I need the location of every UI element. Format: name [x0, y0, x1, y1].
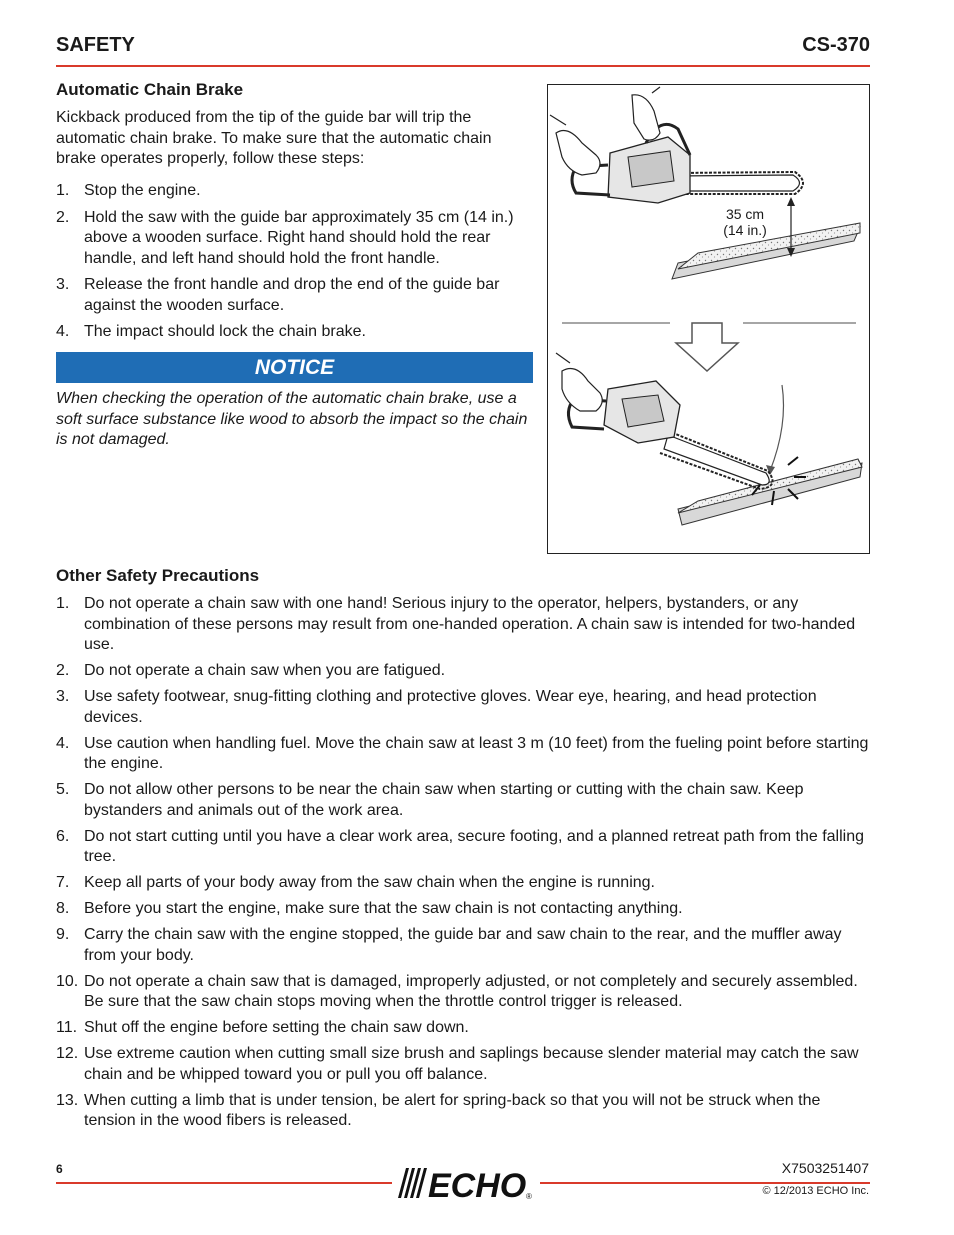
precaution-item: 4. Use caution when handling fuel. Move the chain saw at least 3 m (10 feet) from the fueling point before starting the engine.: [56, 734, 869, 772]
step-number: 3.: [56, 276, 70, 293]
notice-banner: NOTICE: [56, 352, 533, 383]
precautions-heading: Other Safety Precautions: [56, 566, 260, 585]
precaution-item: 10. Do not operate a chain saw that is damaged, improperly adjusted, or not completely and securely assembled. Be sure that the saw chain stops moving when the throttle control trigger is released.: [56, 972, 858, 1010]
precaution-item: 8. Before you start the engine, make sure that the saw chain is not contacting anything.: [56, 900, 683, 917]
footer-divider-left: [56, 1182, 392, 1184]
step-number: 4.: [56, 323, 70, 340]
step-text: Stop the engine.: [84, 182, 201, 199]
copyright: © 12/2013 ECHO Inc.: [762, 1185, 869, 1197]
notice-text: When checking the operation of the automatic chain brake, use a soft surface substance like wood to absorb the impact so the chain is not damaged.: [56, 390, 528, 448]
page-number: 6: [56, 1162, 63, 1176]
brake-step: [56, 322, 534, 343]
part-number: X7503251407: [781, 1160, 869, 1176]
precaution-item: 5. Do not allow other persons to be near the chain saw when starting or cutting with the chain saw. Keep bystanders and animals out of the work area.: [56, 781, 804, 819]
svg-text:ECHO: ECHO: [428, 1167, 527, 1200]
step-number: 1.: [56, 182, 70, 199]
precaution-item: 2. Do not operate a chain saw when you are fatigued.: [56, 662, 446, 679]
footer-divider-right: [540, 1182, 870, 1184]
precaution-item: 1. Do not operate a chain saw with one hand! Serious injury to the operator, helpers, bystanders, or any combination of these persons may result from one-handed operation. A chain saw is intended for two-handed use.: [56, 595, 856, 653]
step-number: 2.: [56, 208, 70, 226]
step-text: The impact should lock the chain brake.: [84, 323, 366, 340]
down-arrow-icon: [676, 323, 738, 371]
precaution-item: 3. Use safety footwear, snug-fitting clothing and protective gloves. Wear eye, hearing, and head protection devices.: [56, 688, 817, 726]
chainsaw-illustration: [548, 85, 869, 553]
header-divider: [56, 65, 870, 67]
height-dimension-label: 35 cm (14 in.): [723, 206, 767, 238]
section-title: SAFETY: [56, 34, 135, 56]
svg-text:®: ®: [526, 1192, 532, 1200]
precautions-list: [56, 594, 872, 1132]
brake-step: [56, 208, 534, 270]
brake-intro: Kickback produced from the tip of the guide bar will trip the automatic chain brake. To make sure that the automatic chain brake operates properly, follow these steps:: [56, 109, 492, 167]
brake-heading: Automatic Chain Brake: [56, 80, 244, 99]
chain-brake-figure: [547, 84, 870, 554]
model-number: CS-370: [802, 34, 870, 56]
echo-logo: [392, 1166, 538, 1205]
step-text: Release the front handle and drop the end of the guide bar against the wooden surface.: [84, 276, 500, 314]
precaution-item: 9. Carry the chain saw with the engine stopped, the guide bar and saw chain to the rear, and the muffler away from your body.: [56, 926, 842, 964]
precaution-item: 6. Do not start cutting until you have a clear work area, secure footing, and a planned retreat path from the falling tree.: [56, 827, 865, 865]
brake-steps: [56, 181, 534, 343]
precaution-item: 12. Use extreme caution when cutting small size brush and saplings because slender material may catch the saw chain and be whipped toward you or pull you off balance.: [56, 1045, 859, 1083]
precaution-item: 7. Keep all parts of your body away from the saw chain when the engine is running.: [56, 874, 655, 891]
precaution-item: 13. When cutting a limb that is under tension, be alert for spring-back so that you will not be struck when the tension in the wood fibers is released.: [56, 1091, 821, 1129]
brake-step: [56, 275, 534, 316]
step-text: Hold the saw with the guide bar approximately 35 cm (14 in.) above a wooden surface. Right hand should hold the rear handle, and left hand should hold the front handle.: [84, 208, 514, 267]
brake-step: [56, 181, 534, 202]
precaution-item: 11. Shut off the engine before setting the chain saw down.: [56, 1019, 469, 1036]
